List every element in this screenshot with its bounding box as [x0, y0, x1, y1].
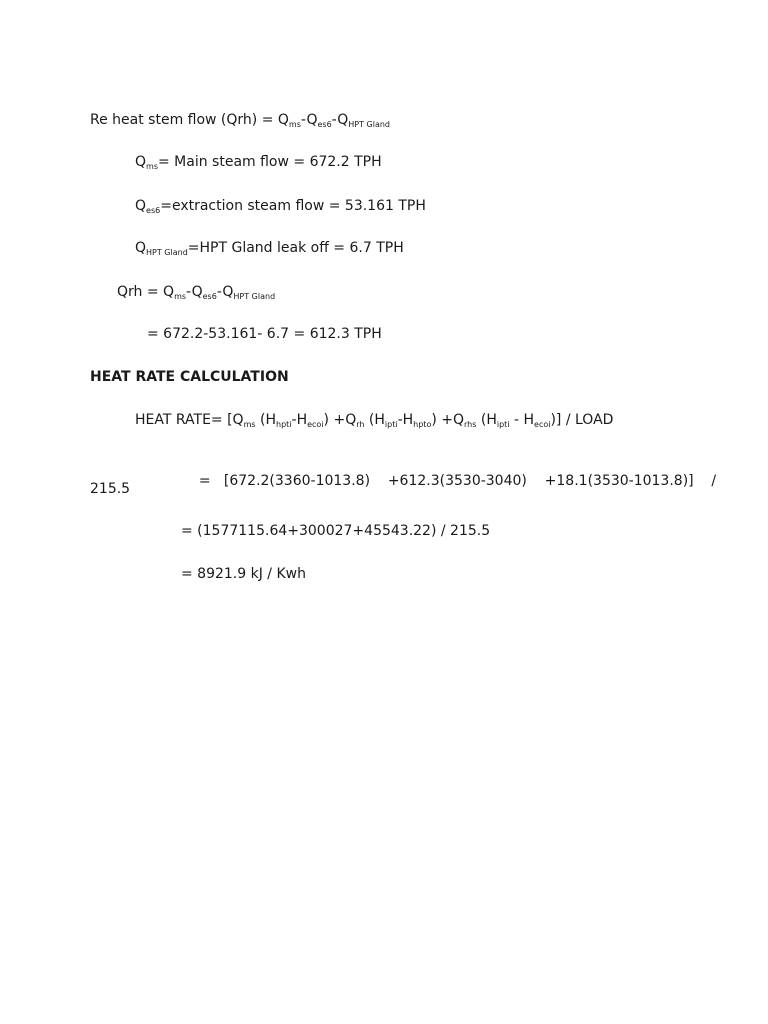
subscript: es6: [202, 292, 217, 301]
heading-text: HEAT RATE CALCULATION: [90, 369, 289, 385]
text: ) +Q: [431, 412, 465, 428]
text: =extraction steam flow = 53.161 TPH: [160, 198, 426, 214]
subscript: rh: [356, 420, 365, 429]
heat-rate-result: [181, 565, 306, 583]
text: Q: [135, 154, 147, 170]
subscript: ecoi: [307, 420, 324, 429]
text: -H: [291, 412, 308, 428]
text: (H: [476, 412, 497, 428]
heat-rate-step1-line2: [90, 480, 130, 498]
text: -Q: [331, 112, 349, 128]
heat-rate-formula: [135, 411, 613, 429]
text: ) +Q: [323, 412, 357, 428]
subscript: ms: [243, 420, 256, 429]
text: = 672.2-53.161- 6.7 = 612.3 TPH: [147, 326, 382, 342]
text: -H: [397, 412, 414, 428]
text: -Q: [300, 112, 318, 128]
qms-definition: [135, 153, 382, 171]
section-heading: [90, 368, 289, 386]
text: - H: [509, 412, 535, 428]
text: (H: [364, 412, 385, 428]
subscript: HPT Gland: [233, 292, 276, 301]
reheat-flow-line: [90, 111, 390, 129]
subscript: HPT Gland: [146, 248, 188, 257]
subscript: es6: [146, 206, 161, 215]
text: = Main steam flow = 672.2 TPH: [158, 154, 382, 170]
qrh-formula: [117, 283, 275, 301]
subscript: ms: [146, 162, 158, 171]
text: -Q: [216, 284, 234, 300]
subscript: rhs: [464, 420, 477, 429]
subscript: ms: [174, 292, 187, 301]
text: (H: [255, 412, 276, 428]
qrh-result: [147, 325, 382, 343]
subscript: ecoi: [534, 420, 551, 429]
text: Q: [135, 240, 147, 256]
subscript: ipti: [496, 420, 510, 429]
subscript: HPT Gland: [348, 120, 391, 129]
text: HEAT RATE= [Q: [135, 412, 244, 428]
qhpt-definition: [135, 239, 404, 257]
subscript: es6: [317, 120, 332, 129]
text: Qrh = Q: [117, 284, 175, 300]
text: Q: [135, 198, 147, 214]
subscript: ipti: [384, 420, 398, 429]
text: 215.5: [90, 481, 131, 497]
qes6-definition: [135, 197, 426, 215]
subscript: hpto: [413, 420, 432, 429]
text: = 8921.9 kJ / Kwh: [181, 566, 306, 582]
text: )] / LOAD: [550, 412, 614, 428]
heat-rate-step2: [181, 522, 490, 540]
text: = (1577115.64+300027+45543.22) / 215.5: [181, 523, 491, 539]
subscript: ms: [288, 120, 301, 129]
heat-rate-step1-line1: [181, 454, 716, 508]
text: =HPT Gland leak off = 6.7 TPH: [187, 240, 404, 256]
text: = [672.2(3360-1013.8) +612.3(3530-3040) +18.1(3530-1013.8)] /: [198, 473, 717, 489]
text: Re heat stem flow (Qrh) = Q: [90, 112, 289, 128]
text: -Q: [186, 284, 203, 300]
subscript: hpti: [276, 420, 292, 429]
